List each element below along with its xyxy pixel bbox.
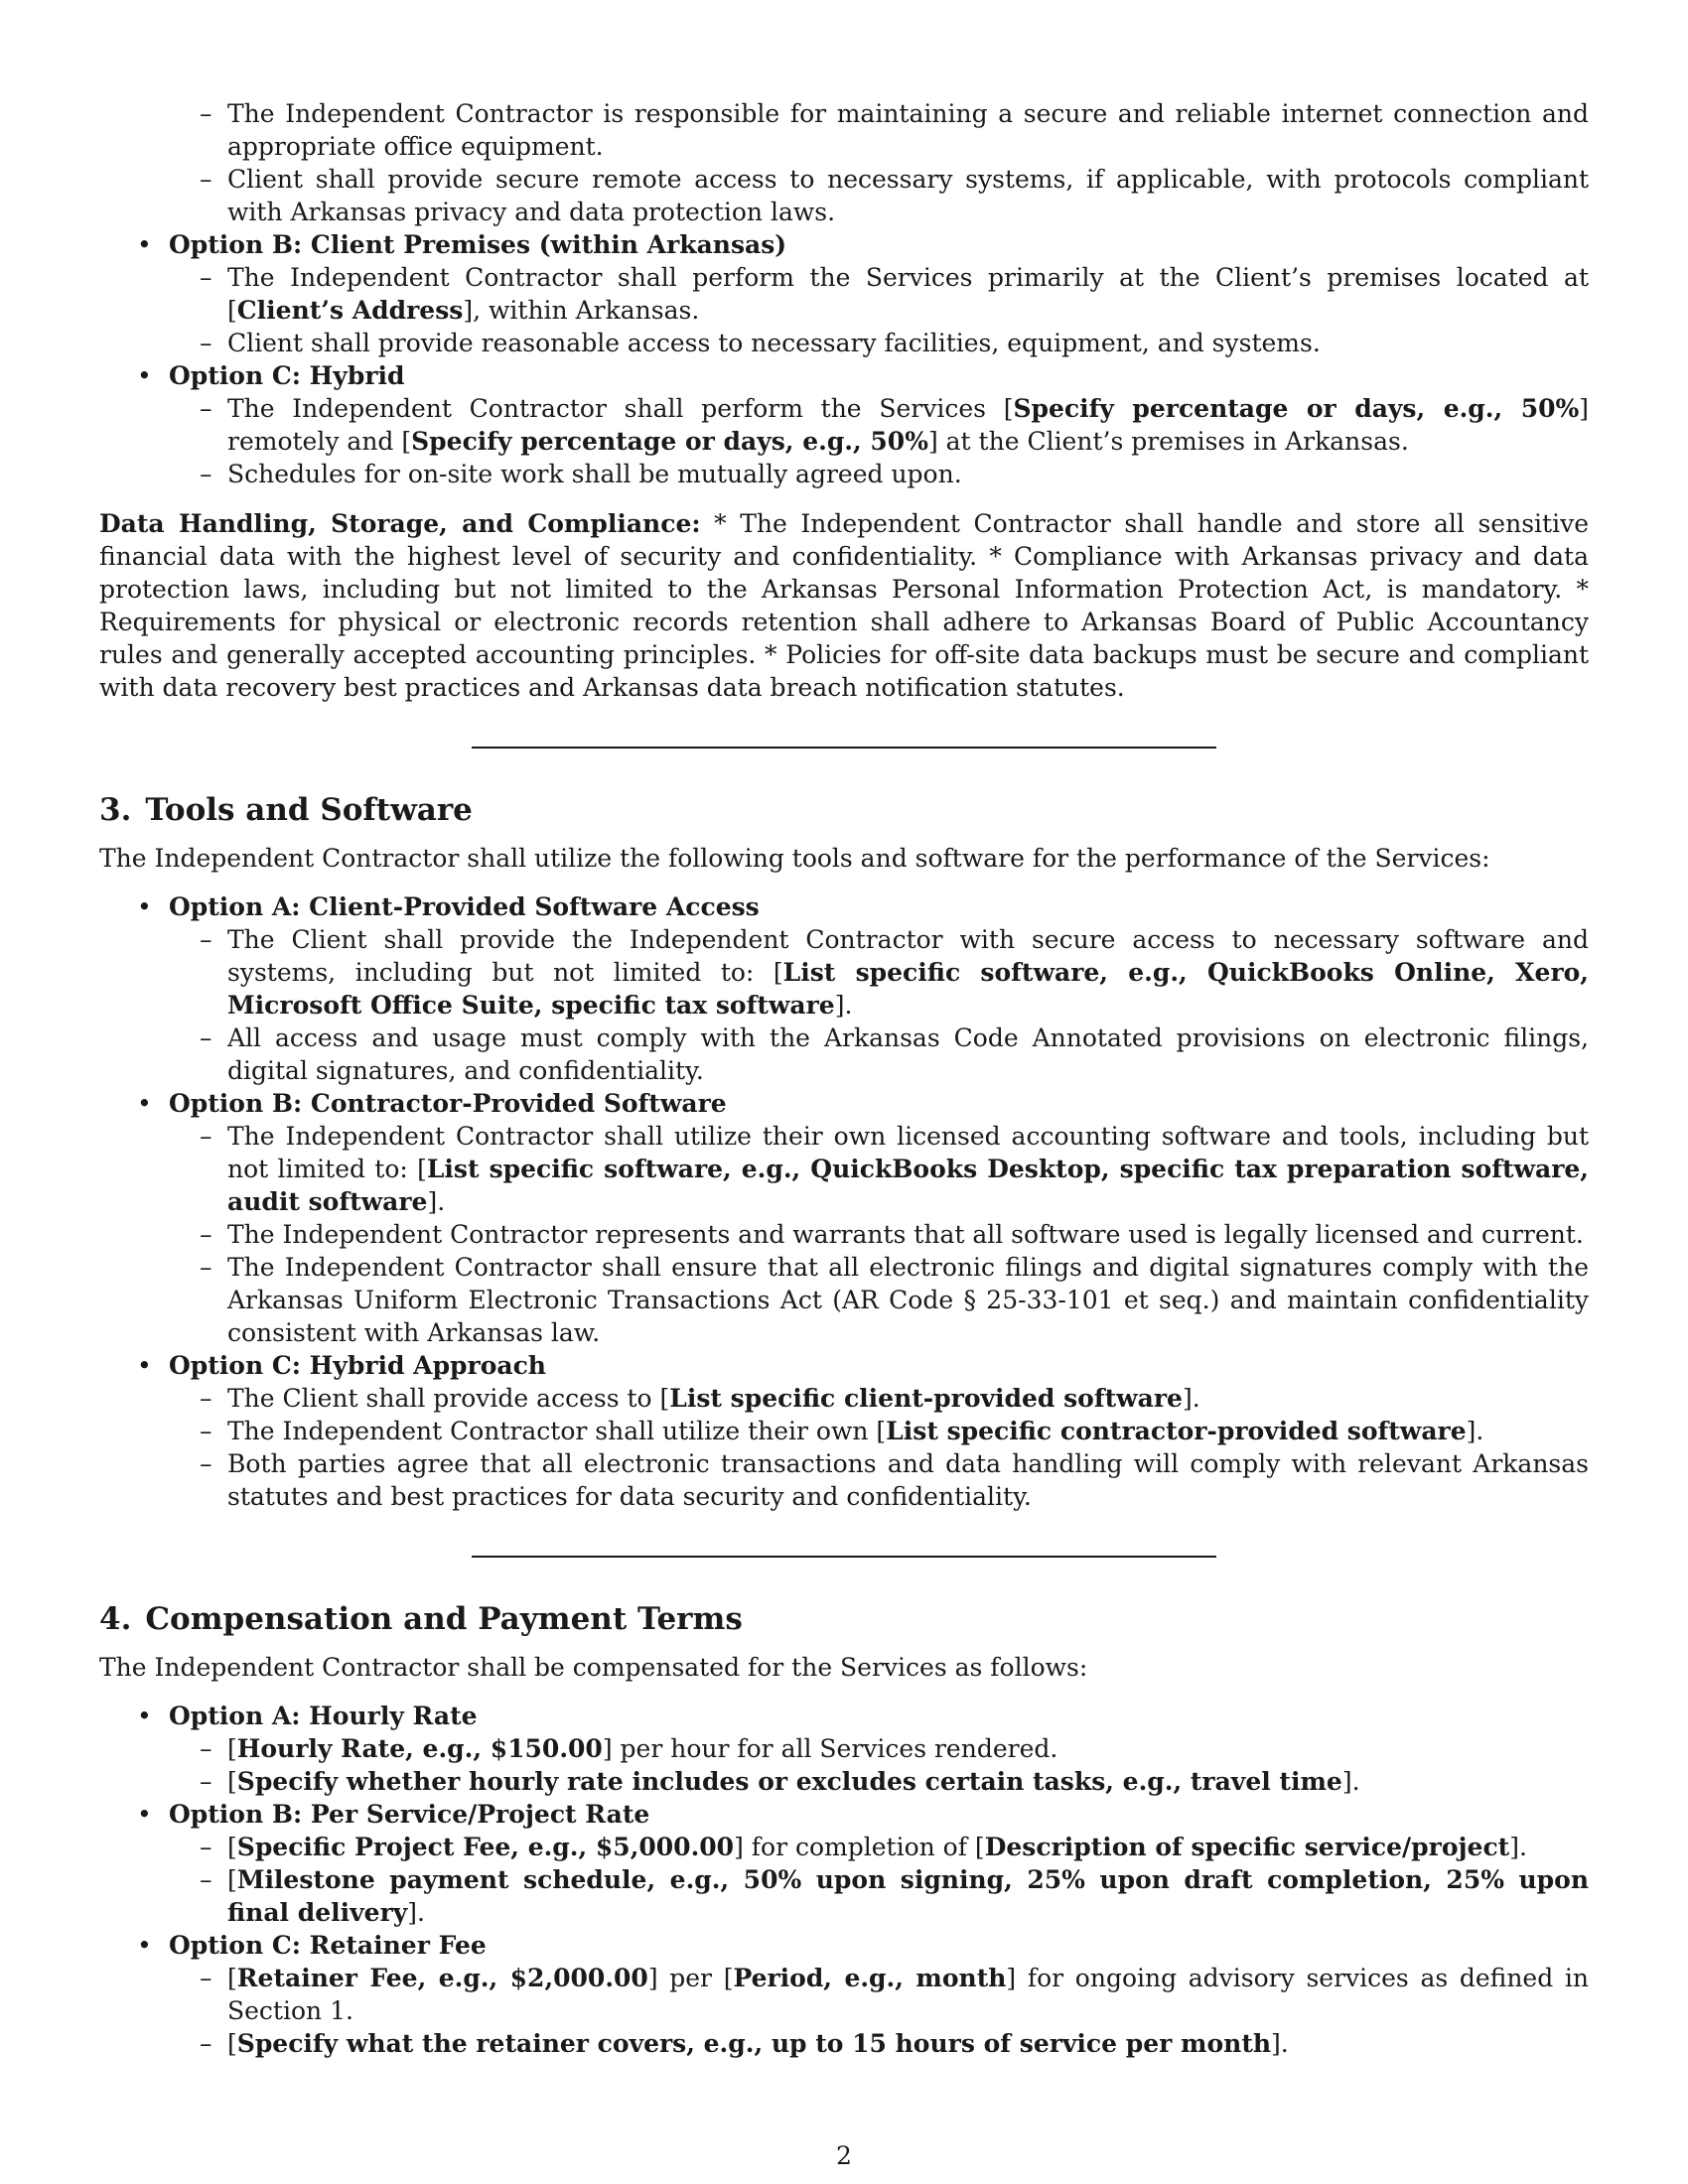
section-number: 4.	[99, 1601, 132, 1637]
placeholder-field: List specific contractor-provided software	[886, 1417, 1467, 1445]
option-a-hourly-rate	[99, 1700, 1589, 1798]
option-items	[169, 1962, 1589, 2060]
option-title: Option B: Client Premises (within Arkansas)	[169, 230, 787, 259]
text: ], within Arkansas.	[463, 296, 700, 325]
placeholder-field: Specify whether hourly rate includes or excludes certain tasks, e.g., travel time	[236, 1767, 1342, 1796]
text: ] for completion of [	[734, 1833, 985, 1861]
list-item: – [Hourly Rate, e.g., $150.00] per hour for all Services rendered.	[169, 1732, 1589, 1765]
option-items	[169, 392, 1589, 490]
option-title: Option C: Retainer Fee	[169, 1931, 487, 1960]
section-heading	[99, 791, 1589, 829]
placeholder-field: List specific software, e.g., QuickBooks Desktop, specific tax preparation software, audit software	[227, 1155, 1589, 1216]
page-content	[99, 97, 1589, 2060]
text: ].	[1182, 1384, 1200, 1413]
placeholder-field: Description of specific service/project	[984, 1833, 1510, 1861]
option-items	[169, 1382, 1589, 1513]
option-items	[169, 1120, 1589, 1349]
option-title: Option A: Hourly Rate	[169, 1702, 478, 1730]
work-location-options	[99, 228, 1589, 490]
section-divider	[472, 747, 1216, 749]
list-item	[169, 923, 1589, 1022]
section-intro: The Independent Contractor shall be compensated for the Services as follows:	[99, 1653, 1088, 1682]
text: ] per [	[647, 1964, 734, 1992]
placeholder-field: Hourly Rate, e.g., $150.00	[236, 1734, 603, 1763]
text: The Independent Contractor shall perform the Services primarily at the Client’s premises located at [	[227, 263, 1589, 325]
option-title: Option C: Hybrid	[169, 361, 405, 390]
option-items	[169, 1732, 1589, 1798]
placeholder-field: Specify percentage or days, e.g., 50%	[411, 427, 928, 456]
option-items	[169, 923, 1589, 1087]
section-divider	[472, 1556, 1216, 1558]
list-item: – [Specify what the retainer covers, e.g., up to 15 hours of service per month].	[169, 2027, 1589, 2060]
text: ].	[427, 1187, 446, 1216]
option-c-hybrid	[99, 359, 1589, 490]
list-item: – Client shall provide secure remote access to necessary systems, if applicable, with protocols compliant with Arkansas privacy and data protection laws.	[99, 163, 1589, 228]
text: The Independent Contractor shall perform the Services [	[227, 394, 1014, 423]
paragraph-text: * The Independent Contractor shall handle and store all sensitive financial data with the highest level of security and confidentiality. * Compliance with Arkansas privacy and data protection laws, including but not limited to the Arkansas Personal Information Protection Act, is mandatory. * Requirements for physical or electronic records retention shall adhere to Arkansas Board of Public Accountancy rules and generally accepted accounting principles. * Policies for off-site data backups must be secure and compliant with data recovery best practices and Arkansas data breach notification statutes.	[99, 509, 1589, 702]
text: The Independent Contractor shall utilize their own licensed accounting software and tools, including but not limited to: [	[227, 1122, 1589, 1183]
list-item: – The Independent Contractor represents and warrants that all software used is legally licensed and current.	[169, 1218, 1589, 1251]
list-item	[169, 261, 1589, 327]
list-item: – [Retainer Fee, e.g., $2,000.00] per [Period, e.g., month] for ongoing advisory services as defined in Section 1.	[169, 1962, 1589, 2027]
list-item: – [Milestone payment schedule, e.g., 50% upon signing, 25% upon draft completion, 25% upon final delivery].	[169, 1863, 1589, 1929]
text: The Client shall provide the Independent Contractor with secure access to necessary software and systems, including but not limited to: [	[227, 925, 1589, 987]
placeholder-field: Period, e.g., month	[733, 1964, 1007, 1992]
list-item	[169, 1415, 1589, 1447]
option-items	[169, 1831, 1589, 1929]
option-c-hybrid-approach	[99, 1349, 1589, 1513]
option-title: Option B: Per Service/Project Rate	[169, 1800, 650, 1829]
list-item	[169, 392, 1589, 458]
option-b-client-premises	[99, 228, 1589, 359]
section-heading	[99, 1600, 1589, 1638]
option-title: Option C: Hybrid Approach	[169, 1351, 546, 1380]
placeholder-field: Specify percentage or days, e.g., 50%	[1013, 394, 1580, 423]
list-item: – Client shall provide reasonable access to necessary facilities, equipment, and systems.	[169, 327, 1589, 359]
compensation-options	[99, 1700, 1589, 2060]
placeholder-field: List specific software, e.g., QuickBooks Online, Xero, Microsoft Office Suite, specific tax software	[227, 958, 1589, 1020]
placeholder-field: List specific client-provided software	[669, 1384, 1183, 1413]
option-c-retainer-fee	[99, 1929, 1589, 2060]
option-b-project-rate	[99, 1798, 1589, 1929]
section-title: Tools and Software	[145, 792, 473, 828]
list-item: – All access and usage must comply with the Arkansas Code Annotated provisions on electronic filings, digital signatures, and confidentiality.	[169, 1022, 1589, 1087]
section-number: 3.	[99, 792, 132, 828]
list-item: – [Specific Project Fee, e.g., $5,000.00] for completion of [Description of specific service/project].	[169, 1831, 1589, 1863]
text: ].	[1466, 1417, 1484, 1445]
section-title: Compensation and Payment Terms	[145, 1601, 743, 1637]
paragraph-label: Data Handling, Storage, and Compliance:	[99, 509, 701, 538]
text: ] remotely and [	[227, 394, 1590, 456]
list-item: – Schedules for on-site work shall be mutually agreed upon.	[169, 458, 1589, 490]
list-item	[169, 1120, 1589, 1218]
placeholder-field: Milestone payment schedule, e.g., 50% upon signing, 25% upon draft completion, 25% upon final delivery	[227, 1865, 1589, 1927]
option-items	[169, 261, 1589, 359]
text: ] for ongoing advisory services as defined in Section 1.	[227, 1964, 1590, 2025]
page-number: 2	[836, 2141, 852, 2170]
list-item: – Both parties agree that all electronic transactions and data handling will comply with relevant Arkansas statutes and best practices for data security and confidentiality.	[169, 1447, 1589, 1513]
text: ] per hour for all Services rendered.	[602, 1734, 1058, 1763]
tools-options	[99, 890, 1589, 1513]
remote-option-items	[99, 97, 1589, 228]
option-title: Option A: Client-Provided Software Access	[169, 892, 760, 921]
list-item: – The Independent Contractor is responsible for maintaining a secure and reliable internet connection and appropriate office equipment.	[99, 97, 1589, 163]
text: ].	[834, 991, 853, 1020]
list-item	[169, 1382, 1589, 1415]
option-b-contractor-software	[99, 1087, 1589, 1349]
section-intro: The Independent Contractor shall utilize the following tools and software for the performance of the Services:	[99, 844, 1490, 873]
option-title: Option B: Contractor-Provided Software	[169, 1089, 727, 1118]
placeholder-field: Retainer Fee, e.g., $2,000.00	[236, 1964, 648, 1992]
list-item: – The Independent Contractor shall ensure that all electronic filings and digital signatures comply with the Arkansas Uniform Electronic Transactions Act (AR Code § 25-33-101 et seq.) and maintain confidentiality consistent with Arkansas law.	[169, 1251, 1589, 1349]
placeholder-field: Specific Project Fee, e.g., $5,000.00	[236, 1833, 735, 1861]
placeholder-field: Client’s Address	[236, 296, 464, 325]
placeholder-field: Specify what the retainer covers, e.g., up to 15 hours of service per month	[236, 2029, 1272, 2058]
text: ] at the Client’s premises in Arkansas.	[927, 427, 1409, 456]
text: The Independent Contractor shall utilize their own [	[227, 1417, 887, 1445]
option-a-client-software	[99, 890, 1589, 1087]
list-item: – [Specify whether hourly rate includes or excludes certain tasks, e.g., travel time].	[169, 1765, 1589, 1798]
text: The Client shall provide access to [	[227, 1384, 670, 1413]
data-handling-paragraph	[99, 507, 1589, 704]
